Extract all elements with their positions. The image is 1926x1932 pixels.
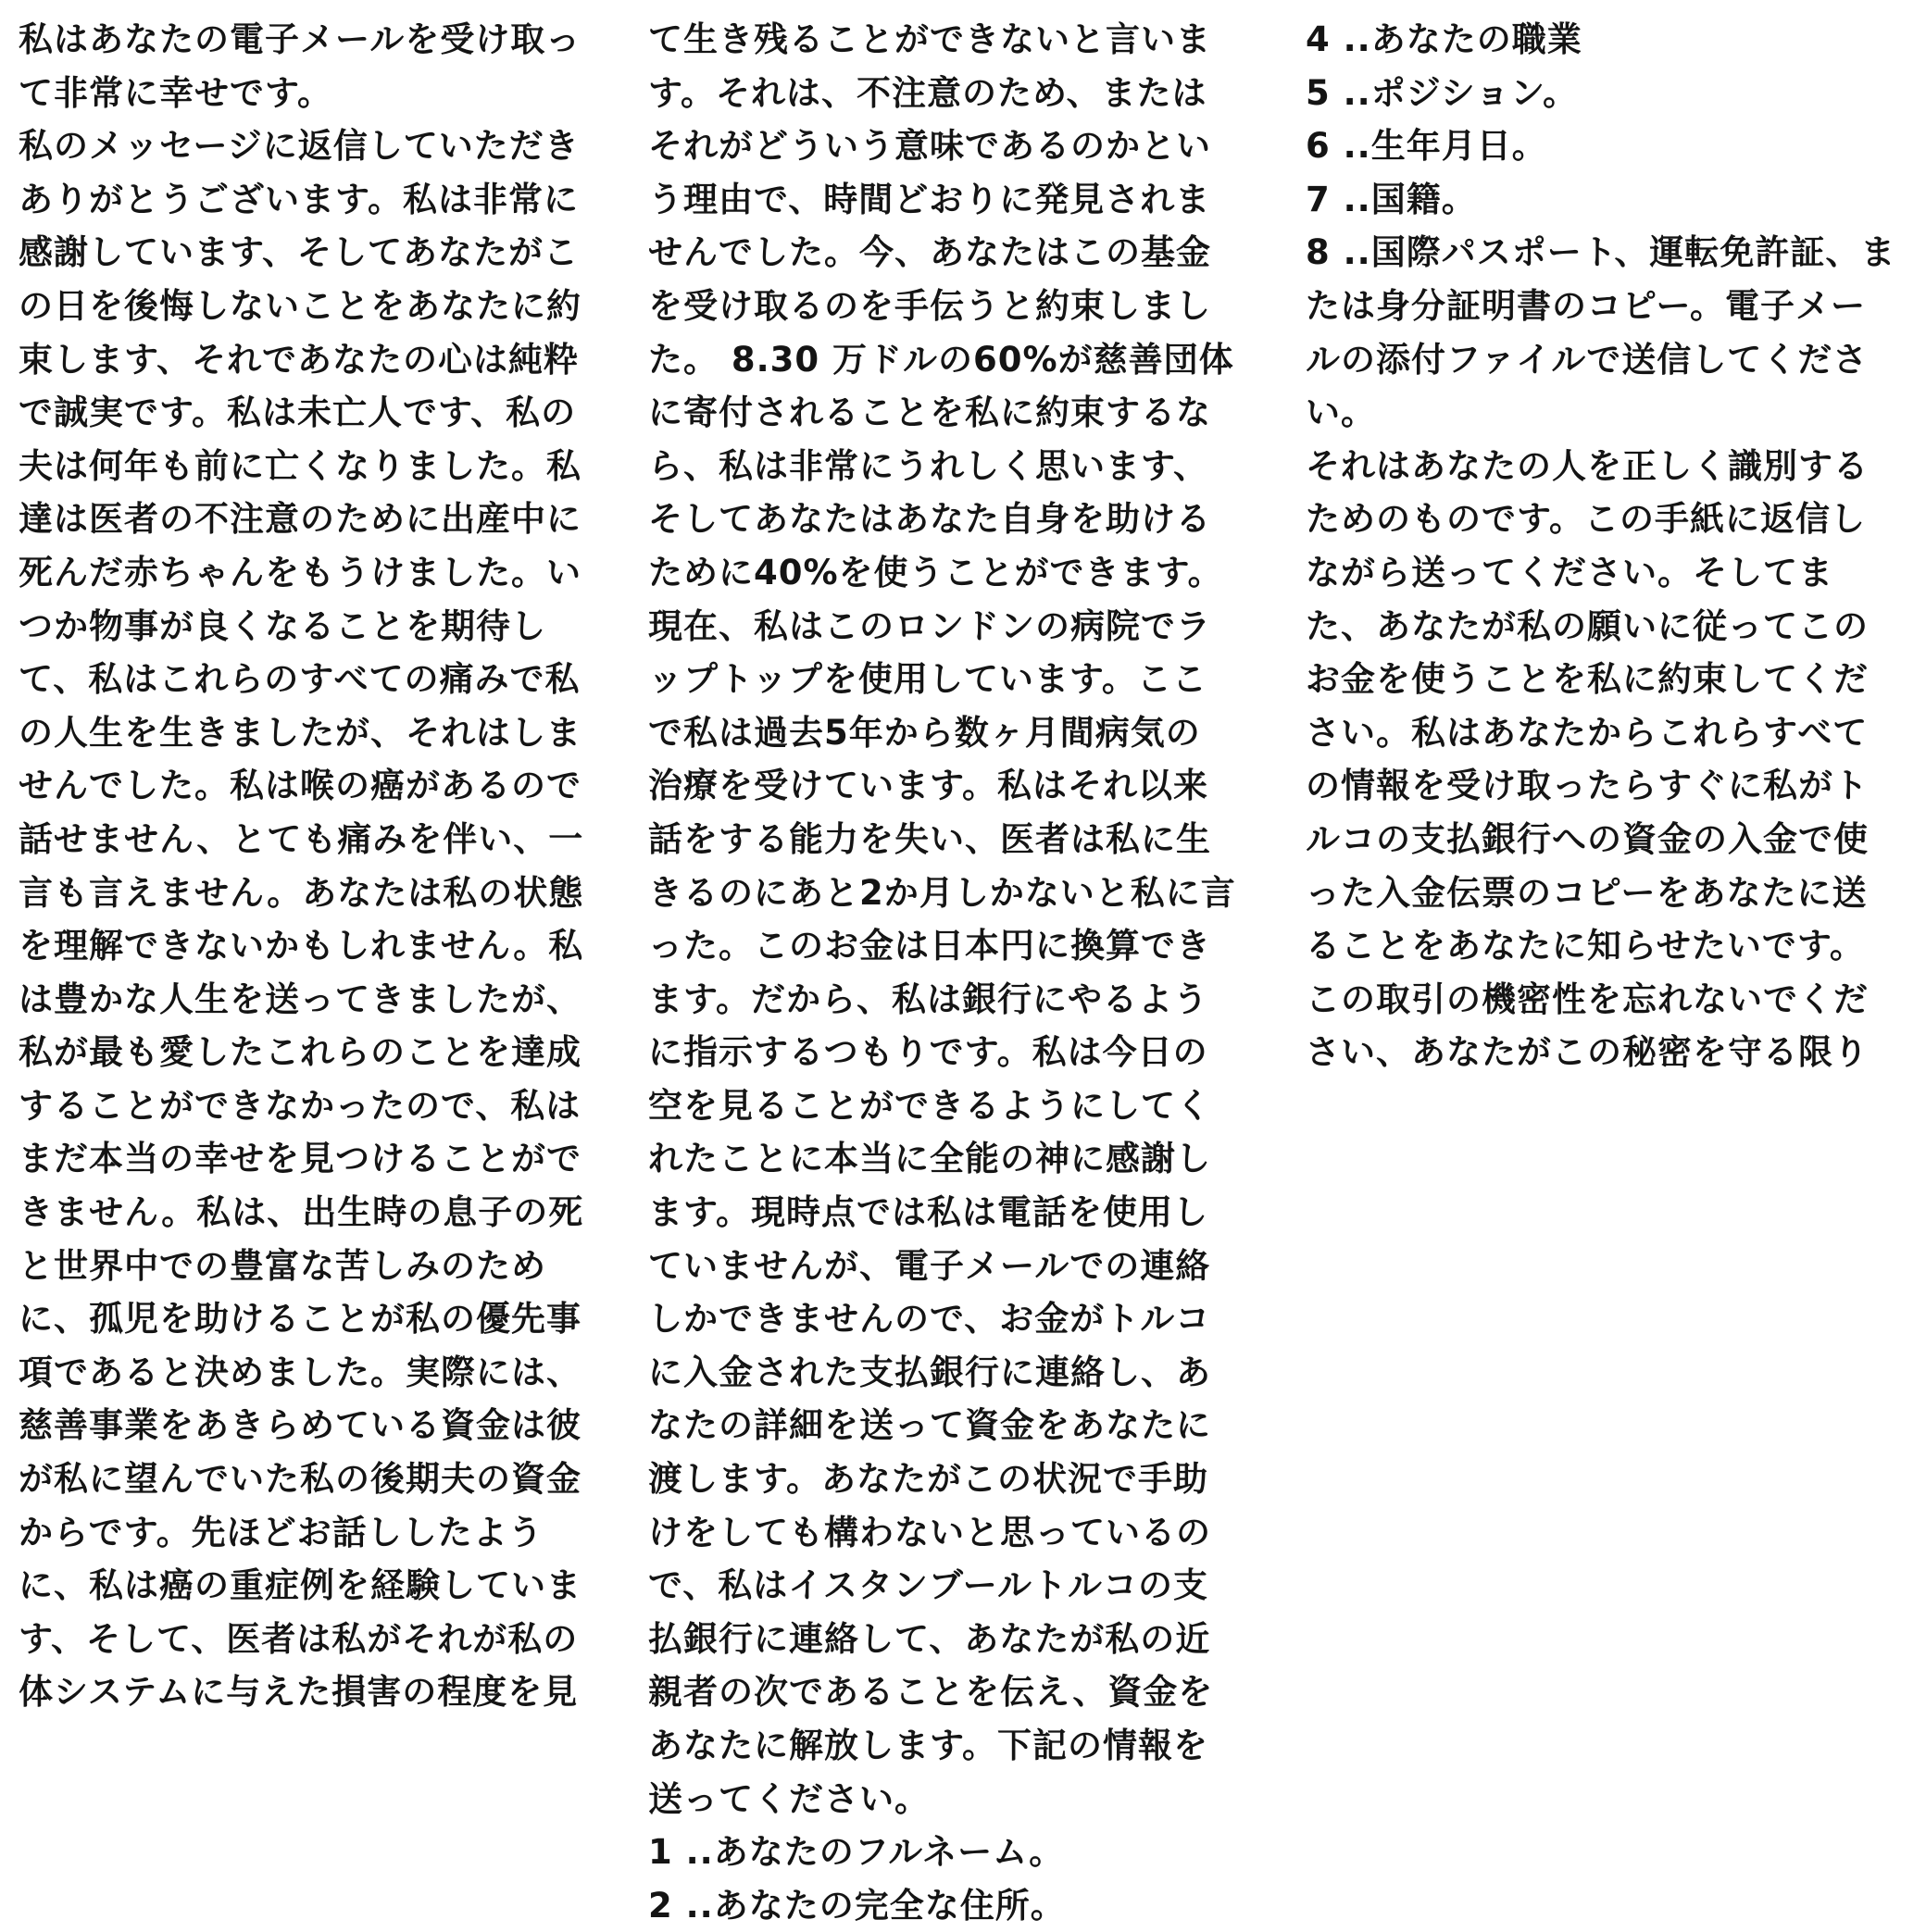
- text-line: った。このお金は日本円に換算でき: [648, 926, 1211, 966]
- text-line: あなたに解放します。下記の情報を: [648, 1726, 1209, 1765]
- text-line: しかできませんので、お金がトルコ: [648, 1299, 1211, 1340]
- text-line: ありがとうございます。私は非常に: [19, 179, 580, 219]
- text-line: 達は医者の不注意のために出産中に: [19, 499, 582, 540]
- text-line: ながら送ってください。そしてま: [1306, 552, 1833, 592]
- text-line: せんでした。今、あなたはこの基金: [648, 232, 1211, 273]
- text-line: 項であると決めました。実際には、: [19, 1352, 582, 1392]
- text-line: 渡します。あなたがこの状況で手助: [648, 1459, 1209, 1500]
- text-line: さい、あなたがこの秘密を守る限り: [1306, 1032, 1869, 1073]
- text-line: 現在、私はこのロンドンの病院でラ: [648, 605, 1211, 646]
- text-line: に、孤児を助けることが私の優先事: [19, 1299, 582, 1340]
- text-line: ために40%を使うことができます。: [648, 552, 1223, 592]
- text-line: そしてあなたはあなた自身を助ける: [648, 499, 1211, 540]
- text-line: に寄付されることを私に約束するな: [648, 393, 1211, 433]
- text-line: たは身分証明書のコピー。電子メー: [1306, 285, 1867, 326]
- text-line: 1 ..あなたのフルネーム。: [648, 1832, 1065, 1873]
- text-line: に、私は癌の重症例を経験していま: [19, 1565, 582, 1606]
- text-line: きるのにあと2か月しかないと私に言: [648, 872, 1236, 913]
- text-line: 2 ..あなたの完全な住所。: [648, 1885, 1066, 1926]
- text-line: て、私はこれらのすべての痛みで私: [19, 659, 581, 700]
- text-line: 私が最も愛したこれらのことを達成: [19, 1032, 582, 1073]
- text-line: けをしても構わないと思っているの: [648, 1512, 1211, 1552]
- text-line: す。それは、不注意のため、または: [648, 72, 1207, 113]
- text-line: ら、私は非常にうれしく思います、: [648, 445, 1209, 486]
- text-line: れたことに本当に全能の神に感謝し: [648, 1139, 1211, 1179]
- text-column-1: [19, 13, 619, 1719]
- text-line: 言も言えません。あなたは私の状態: [19, 872, 584, 913]
- text-line: ます。だから、私は銀行にやるよう: [648, 978, 1209, 1019]
- text-line: て生き残ることができないと言いま: [648, 19, 1211, 59]
- text-line: の情報を受け取ったらすぐに私がト: [1306, 766, 1869, 806]
- text-line: に指示するつもりです。私は今日の: [648, 1032, 1208, 1073]
- text-line: た。 8.30 万ドルの60%が慈善団体: [648, 339, 1234, 380]
- text-line: を受け取るのを手伝うと約束しまし: [648, 285, 1211, 326]
- text-line: 4 ..あなたの職業: [1306, 19, 1582, 59]
- text-line: う理由で、時間どおりに発見されま: [648, 179, 1211, 219]
- text-line: ップトップを使用しています。ここ: [648, 659, 1207, 700]
- text-line: ルコの支払銀行への資金の入金で使: [1306, 818, 1869, 859]
- text-column-3: [1306, 13, 1922, 1079]
- text-line: 7 ..国籍。: [1306, 179, 1477, 219]
- text-line: 夫は何年も前に亡くなりました。私: [19, 445, 582, 486]
- text-line: 私はあなたの電子メールを受け取っ: [19, 19, 582, 59]
- text-line: それはあなたの人を正しく識別する: [1306, 445, 1869, 486]
- text-line: せんでした。私は喉の癌があるので: [19, 766, 582, 806]
- text-line: つか物事が良くなることを期待し: [19, 605, 546, 646]
- text-line: 送ってください。: [648, 1778, 930, 1819]
- text-line: お金を使うことを私に約束してくだ: [1306, 659, 1869, 700]
- text-line: で私は過去5年から数ヶ月間病気の: [648, 712, 1201, 753]
- text-line: ます。現時点では私は電話を使用し: [648, 1192, 1209, 1233]
- text-line: と世界中での豊富な苦しみのため: [19, 1245, 546, 1286]
- text-line: 慈善事業をあきらめている資金は彼: [19, 1405, 582, 1446]
- text-line: さい。私はあなたからこれらすべて: [1306, 712, 1869, 753]
- text-line: 話せません、とても痛みを伴い、一: [19, 818, 584, 859]
- text-line: ていませんが、電子メールでの連絡: [648, 1245, 1211, 1286]
- text-column-2: [648, 13, 1285, 1932]
- text-line: きません。私は、出生時の息子の死: [19, 1192, 584, 1233]
- text-line: ることをあなたに知らせたいです。: [1306, 926, 1865, 966]
- text-line: 治療を受けています。私はそれ以来: [648, 766, 1209, 806]
- text-line: それがどういう意味であるのかとい: [648, 126, 1211, 167]
- text-line: からです。先ほどお話ししたよう: [19, 1512, 544, 1552]
- text-line: を理解できないかもしれません。私: [19, 926, 584, 966]
- text-line: 5 ..ポジション。: [1306, 72, 1579, 113]
- text-line: が私に望んでいた私の後期夫の資金: [19, 1459, 582, 1500]
- text-line: 払銀行に連絡して、あなたが私の近: [648, 1618, 1211, 1659]
- text-line: 死んだ赤ちゃんをもうけました。い: [19, 552, 582, 592]
- text-line: この取引の機密性を忘れないでくだ: [1306, 978, 1869, 1019]
- text-line: 話をする能力を失い、医者は私に生: [648, 818, 1211, 859]
- text-line: の日を後悔しないことをあなたに約: [19, 285, 582, 326]
- text-line: ルの添付ファイルで送信してくださ: [1306, 339, 1869, 380]
- text-line: す、そして、医者は私がそれが私の: [19, 1618, 579, 1659]
- text-line: で誠実です。私は未亡人です、私の: [19, 393, 577, 433]
- text-line: た、あなたが私の願いに従ってこの: [1306, 605, 1869, 646]
- text-line: 空を見ることができるようにしてく: [648, 1085, 1211, 1126]
- text-line: 6 ..生年月日。: [1306, 126, 1547, 167]
- text-line: 私のメッセージに返信していただき: [19, 126, 580, 167]
- text-line: 親者の次であることを伝え、資金を: [648, 1672, 1214, 1713]
- text-line: ためのものです。この手紙に返信し: [1306, 499, 1867, 540]
- text-line: 感謝しています、そしてあなたがこ: [19, 232, 580, 273]
- text-line: に入金された支払銀行に連絡し、あ: [648, 1352, 1211, 1392]
- text-line: で、私はイスタンブールトルコの支: [648, 1565, 1209, 1606]
- text-line: は豊かな人生を送ってきましたが、: [19, 978, 582, 1019]
- text-line: 8 ..国際パスポート、運転免許証、ま: [1306, 232, 1896, 273]
- text-line: まだ本当の幸せを見つけることがで: [19, 1139, 582, 1179]
- text-line: い。: [1306, 393, 1376, 433]
- text-line: の人生を生きましたが、それはしま: [19, 712, 582, 753]
- text-line: て非常に幸せです。: [19, 72, 333, 113]
- text-line: った入金伝票のコピーをあなたに送: [1306, 872, 1868, 913]
- text-line: することができなかったので、私は: [19, 1085, 582, 1126]
- text-line: 束します、それであなたの心は純粋: [19, 339, 580, 380]
- text-line: 体システムに与えた損害の程度を見: [19, 1672, 579, 1713]
- text-line: なたの詳細を送って資金をあなたに: [648, 1405, 1211, 1446]
